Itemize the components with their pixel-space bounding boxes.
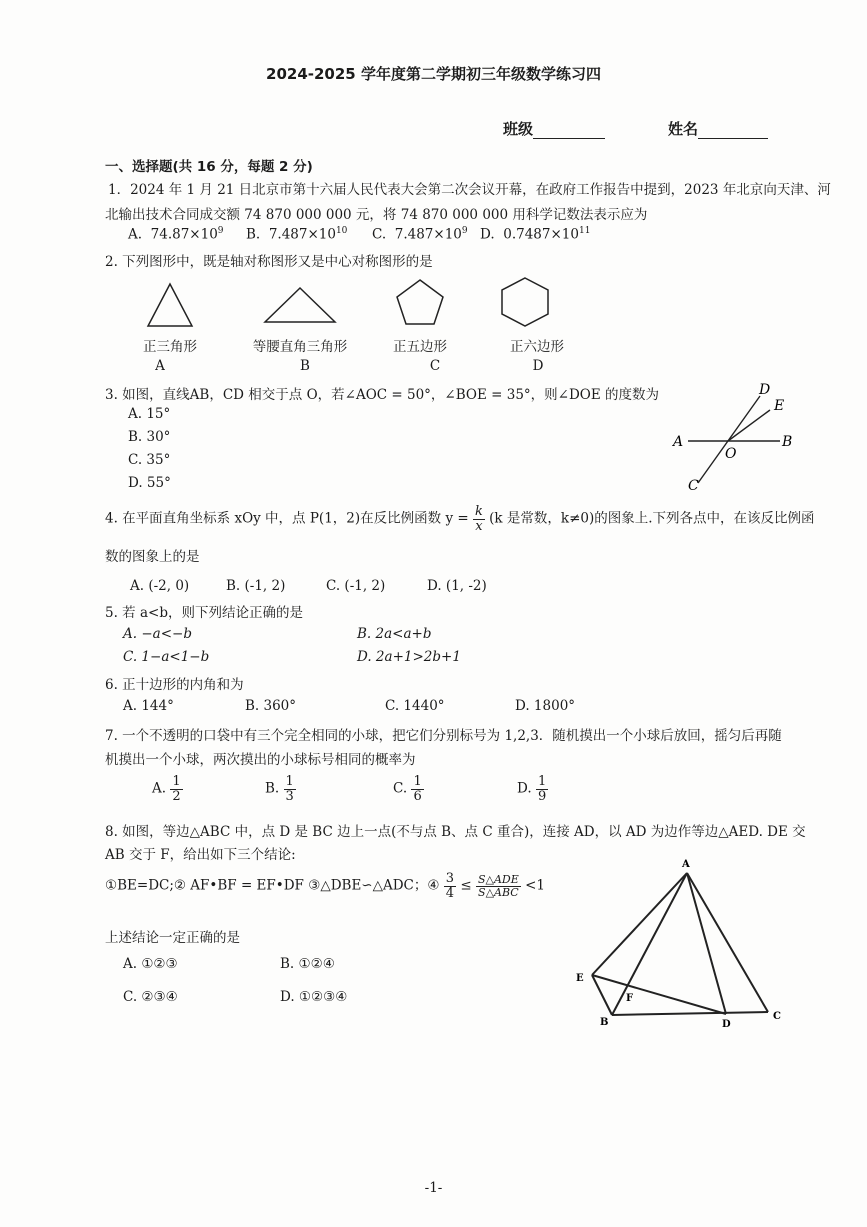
shape-letter-b: B (300, 358, 310, 374)
segment-ad (687, 873, 726, 1014)
shape-name-b: 等腰直角三角形 (252, 339, 348, 355)
label-c: C (773, 1011, 781, 1022)
q8-line2: AB 交于 F，给出如下三个结论: (105, 847, 296, 863)
label-o: O (725, 446, 737, 462)
label-c: C (688, 478, 699, 493)
shape-letter-a: A (155, 358, 165, 374)
q8-followup: 上述结论一定正确的是 (105, 930, 240, 946)
shape-name-c: 正五边形 (393, 339, 447, 355)
q4-option-a: A. (-2, 0) (130, 578, 190, 594)
q1-option-d: D. $0.7487\times 10^{11}$ (480, 226, 591, 243)
label-d: D (759, 382, 771, 398)
shape-letter-c: C (429, 358, 441, 374)
q4-option-d: D. (1, -2) (427, 578, 487, 594)
side-bc (612, 1012, 768, 1015)
q2-stem: 2. 下列图形中，既是轴对称图形又是中心对称图形的是 (105, 254, 433, 270)
q8-line1: 8. 如图，等边△ABC 中，点 D 是 BC 边上一点(不与点 B、点 C 重合)，连接 AD，以 AD 为边作等边△AED. DE 交 (105, 824, 806, 840)
name-blank (698, 124, 768, 139)
page-number: -1- (424, 1180, 443, 1196)
q4-fraction: $\frac{k}{x}$ (474, 504, 483, 534)
q8-triangle-figure (570, 855, 790, 1035)
regular-hexagon-shape (502, 278, 548, 326)
q6-option-c: C. 1440° (385, 698, 445, 714)
q5-option-b: B. 2a<a+b (357, 626, 432, 642)
q3-option-a: A. 15° (128, 406, 171, 422)
q5-option-c: C. 1−a<1−b (123, 649, 210, 665)
label-b: B (600, 1017, 609, 1028)
isosceles-right-triangle-shape (265, 288, 335, 322)
q6-option-b: B. 360° (245, 698, 297, 714)
q4-option-c: C. (-1, 2) (326, 578, 386, 594)
shape-name-d: 正六边形 (510, 339, 564, 355)
q1-option-a: A. $74.87\times 10^9$ (128, 226, 224, 243)
q6-stem: 6. 正十边形的内角和为 (105, 677, 244, 693)
q5-option-a: A. −a<−b (123, 626, 192, 642)
label-e: E (774, 398, 785, 414)
label-a: A (673, 434, 684, 450)
q5-stem: 5. 若 a<b，则下列结论正确的是 (105, 605, 303, 621)
equilateral-triangle-shape (148, 284, 192, 326)
q3-stem: 3. 如图，直线AB，CD 相交于点 O，若∠AOC = 50°，∠BOE = 35°，则∠DOE 的度数为 (105, 387, 660, 403)
q1-line1: 1．2024 年 1 月 21 日北京市第十六届人民代表大会第二次会议开幕，在政府工作报告中提到，2023 年北京向天津、河 (108, 182, 831, 198)
label-a: A (682, 859, 690, 870)
shape-name-a: 正三角形 (143, 339, 197, 355)
q8-option-a: A. ①②③ (123, 956, 178, 972)
q3-angle-figure (668, 378, 808, 493)
q6-option-d: D. 1800° (515, 698, 576, 714)
regular-pentagon-shape (397, 280, 443, 324)
q4-line1: 4. 在平面直角坐标系 xOy 中，点 P(1，2)在反比例函数 y = $\frac{k}{x}$ (k 是常数，k≠0)的图象上.下列各点中，在该反比例函 (105, 504, 815, 534)
class-blank (533, 124, 605, 139)
q4-line2: 数的图象上的是 (105, 549, 200, 565)
q7-option-c: C. $\frac{1}{6}$ (393, 774, 422, 804)
q7-line1: 7. 一个不透明的口袋中有三个完全相同的小球，把它们分别标号为 1,2,3．随机摸出一个小球后放回，摇匀后再随 (105, 728, 782, 744)
label-b: B (782, 434, 793, 450)
q2-shapes-figure (130, 272, 590, 334)
name-label: 姓名 (668, 120, 699, 138)
label-e: E (576, 973, 584, 984)
q5-option-d: D. 2a+1>2b+1 (357, 649, 461, 665)
label-d: D (722, 1019, 731, 1030)
class-label: 班级 (503, 120, 534, 138)
class-field (503, 118, 605, 139)
q6-option-a: A. 144° (123, 698, 174, 714)
q4-option-b: B. (-1, 2) (226, 578, 286, 594)
ray-oe (728, 410, 770, 441)
segment-ed (592, 975, 726, 1014)
q1-line2: 北输出技术合同成交额 74 870 000 000 元，将 74 870 000 000 用科学记数法表示应为 (105, 207, 648, 223)
segment-eb (592, 975, 612, 1015)
side-ab (612, 873, 687, 1015)
q3-option-c: C. 35° (128, 452, 171, 468)
q8-frac-three-quarters: $\frac{3}{4}$ (445, 871, 455, 901)
label-f: F (626, 993, 634, 1004)
q7-option-a: A. $\frac{1}{2}$ (152, 774, 181, 804)
q8-option-d: D. ①②③④ (280, 989, 348, 1005)
q1-option-c: C. $7.487\times 10^9$ (372, 226, 468, 243)
q8-option-c: C. ②③④ (123, 989, 178, 1005)
q8-conclusions: ①BE=DC;② AF•BF = EF•DF ③△DBE∽△ADC；④ $\frac{3}{4}$ ≤ $\frac{\text{S△ADE}}{\text{S△ABC}}$ <1 (105, 871, 545, 901)
q3-option-d: D. 55° (128, 475, 171, 491)
shape-letter-d: D (532, 358, 544, 374)
name-field (668, 118, 768, 139)
q1-option-b: B. $7.487\times 10^{10}$ (246, 226, 348, 243)
q7-line2: 机摸出一个小球，两次摸出的小球标号相同的概率为 (105, 752, 416, 768)
side-ac (687, 873, 768, 1012)
q7-option-b: B. $\frac{1}{3}$ (265, 774, 294, 804)
q8-option-b: B. ①②④ (280, 956, 335, 972)
q8-area-ratio: $\frac{\text{S△ADE}}{\text{S△ABC}}$ (477, 873, 519, 899)
page-title: 2024-2025 学年度第二学期初三年级数学练习四 (266, 65, 601, 83)
q7-option-d: D. $\frac{1}{9}$ (517, 774, 547, 804)
q3-option-b: B. 30° (128, 429, 171, 445)
section-heading: 一、选择题(共 16 分，每题 2 分) (105, 159, 313, 175)
segment-ae (592, 873, 687, 975)
